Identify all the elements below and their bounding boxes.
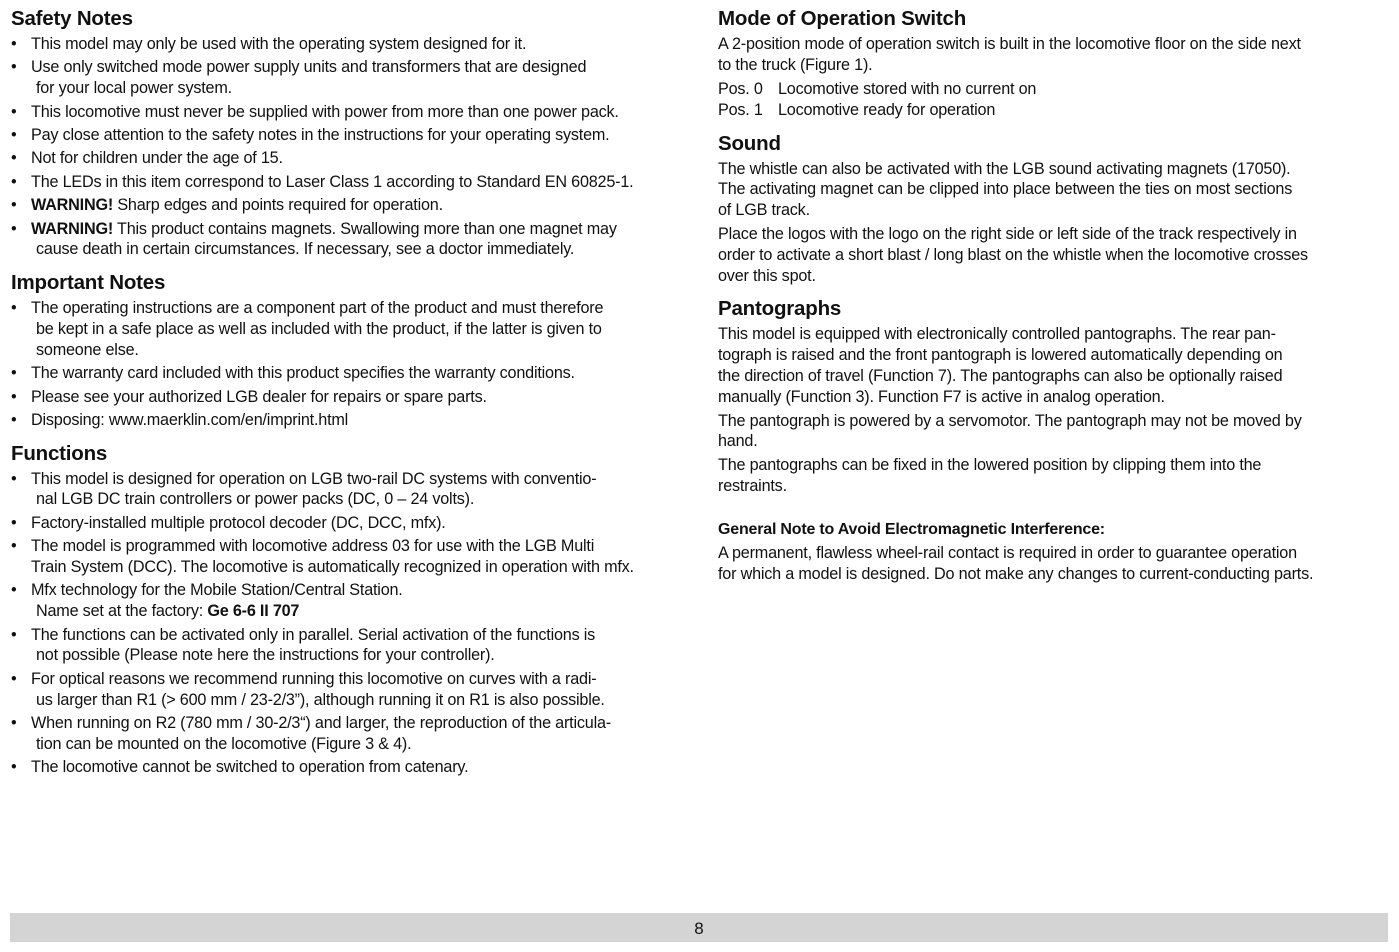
bullet-icon: • [11,669,17,688]
pantographs-paragraph: The pantographs can be fixed in the lowered position by clipping them into the restraints. [718,456,1262,495]
emi-paragraph: A permanent, flawless wheel-rail contact is required in order to guarantee operation for which a model is designed. Do not make any changes to current-conducting parts. [718,543,1314,583]
emi-heading: General Note to Avoid Electromagnetic Interference: [718,520,1105,538]
list-item: • Factory-installed multiple protocol decoder (DC, DCC, mfx). [11,513,446,532]
pantographs-heading: Pantographs [718,297,842,321]
bullet-icon: • [11,219,17,238]
sound-paragraph: Place the logos with the logo on the right side or left side of the track respectively in order to activate a short blast / long blast on the whistle when the locomotive crosses over this spot. [718,224,1308,285]
bullet-icon: • [11,172,17,191]
emi-section [718,519,1390,585]
bullet-icon: • [11,149,17,168]
safety-notes-list [11,34,701,260]
list-item: • Not for children under the age of 15. [11,149,283,168]
position-label: Pos. 0 [718,79,763,98]
list-item: • Pay close attention to the safety notes in the instructions for your operating system. [11,125,610,144]
pantographs-paragraph: The pantograph is powered by a servomotor. The pantograph may not be moved by hand. [718,411,1302,451]
bullet-icon: • [11,625,17,644]
list-item: • WARNING! Sharp edges and points required for operation. [11,196,443,215]
list-item: • This model is designed for operation on LGB two-rail DC systems with conventio- nal LGB DC train controllers or power packs (DC, 0 – 24 volts). [11,469,597,509]
mode-switch-section [718,6,1390,121]
bullet-icon: • [11,35,17,53]
position-text: Locomotive stored with no current on [778,79,1037,98]
bullet-icon: • [11,469,17,488]
bullet-icon: • [11,196,17,215]
safety-notes-section [11,6,701,260]
bullet-icon: • [11,299,17,318]
list-item: • This locomotive must never be supplied with power from more than one power pack. [11,102,619,121]
list-item: • The functions can be activated only in parallel. Serial activation of the functions is not possible (Please note here the instructions for your controller). [11,625,596,665]
list-item: • Disposing: www.maerklin.com/en/imprint.html [11,410,349,429]
mode-switch-heading: Mode of Operation Switch [718,7,967,30]
position-row [718,79,1390,100]
list-item: • The locomotive cannot be switched to operation from catenary. [11,758,469,777]
list-item: • The operating instructions are a component part of the product and must therefore be kept in a safe place as well as included with the product, if the latter is given to someone else. [11,299,604,359]
pantographs-section [718,296,1390,496]
pantographs-paragraph: This model is equipped with electronically controlled pantographs. The rear pan- tograph is raised and the front pantograph is lowered automatically depending on the direction of travel (Function 7). The pantographs can also be optionally raised manually (Function 3). Function F7 is active in analog operation. [718,325,1283,406]
left-column [11,6,701,788]
right-column [718,6,1390,594]
important-notes-section [11,270,701,431]
sound-heading: Sound [718,131,781,155]
mode-switch-paragraph: A 2-position mode of operation switch is built in the locomotive floor on the side next to the truck (Figure 1). [718,35,1301,74]
important-notes-heading: Important Notes [11,271,166,295]
position-row [718,100,1390,121]
functions-heading: Functions [11,441,108,465]
bullet-icon: • [11,714,17,733]
list-item: • The LEDs in this item correspond to Laser Class 1 according to Standard EN 60825-1. [11,172,634,191]
bullet-icon: • [11,125,17,144]
bullet-icon: • [11,58,17,77]
position-label: Pos. 1 [718,100,763,119]
list-item: • This model may only be used with the operating system designed for it. [11,35,527,53]
footer-bar [10,913,1388,942]
sound-paragraph: The whistle can also be activated with the LGB sound activating magnets (17050). The activating magnet can be clipped into place between the ties on most sections of LGB track. [718,159,1293,220]
bullet-icon: • [11,364,17,383]
list-item: • The model is programmed with locomotive address 03 for use with the LGB Multi Train System (DCC). The locomotive is automatically recognized in operation with mfx. [11,537,634,577]
list-item: • For optical reasons we recommend running this locomotive on curves with a radi- us larger than R1 (> 600 mm / 23-2/3”), although running it on R1 is also possible. [11,669,605,709]
list-item: • When running on R2 (780 mm / 30-2/3“) and larger, the reproduction of the articula- tion can be mounted on the locomotive (Figure 3 & 4). [11,714,611,753]
warning-label: WARNING! [31,219,114,238]
warning-label: WARNING! [31,196,114,215]
list-item: • Mfx technology for the Mobile Station/Central Station. Name set at the factory: Ge 6-6 II 707 [11,581,403,621]
bullet-icon: • [11,513,17,532]
functions-section [11,441,701,778]
sound-section [718,131,1390,287]
important-notes-list [11,298,701,431]
list-item: • WARNING! This product contains magnets. Swallowing more than one magnet may cause death in certain circumstances. If necessary, see a doctor immediately. [11,219,617,259]
list-item: • The warranty card included with this product specifies the warranty conditions. [11,364,575,383]
functions-list [11,469,701,778]
safety-notes-heading: Safety Notes [11,7,133,30]
bullet-icon: • [11,537,17,556]
position-text: Locomotive ready for operation [778,100,996,119]
bullet-icon: • [11,410,17,429]
list-item: • Please see your authorized LGB dealer for repairs or spare parts. [11,387,487,406]
bullet-icon: • [11,102,17,121]
bullet-icon: • [11,758,17,777]
bullet-icon: • [11,581,17,600]
page-number: 8 [694,919,704,938]
list-item: • Use only switched mode power supply units and transformers that are designed for your local power system. [11,58,587,98]
factory-name: Ge 6-6 II 707 [207,602,300,621]
bullet-icon: • [11,387,17,406]
